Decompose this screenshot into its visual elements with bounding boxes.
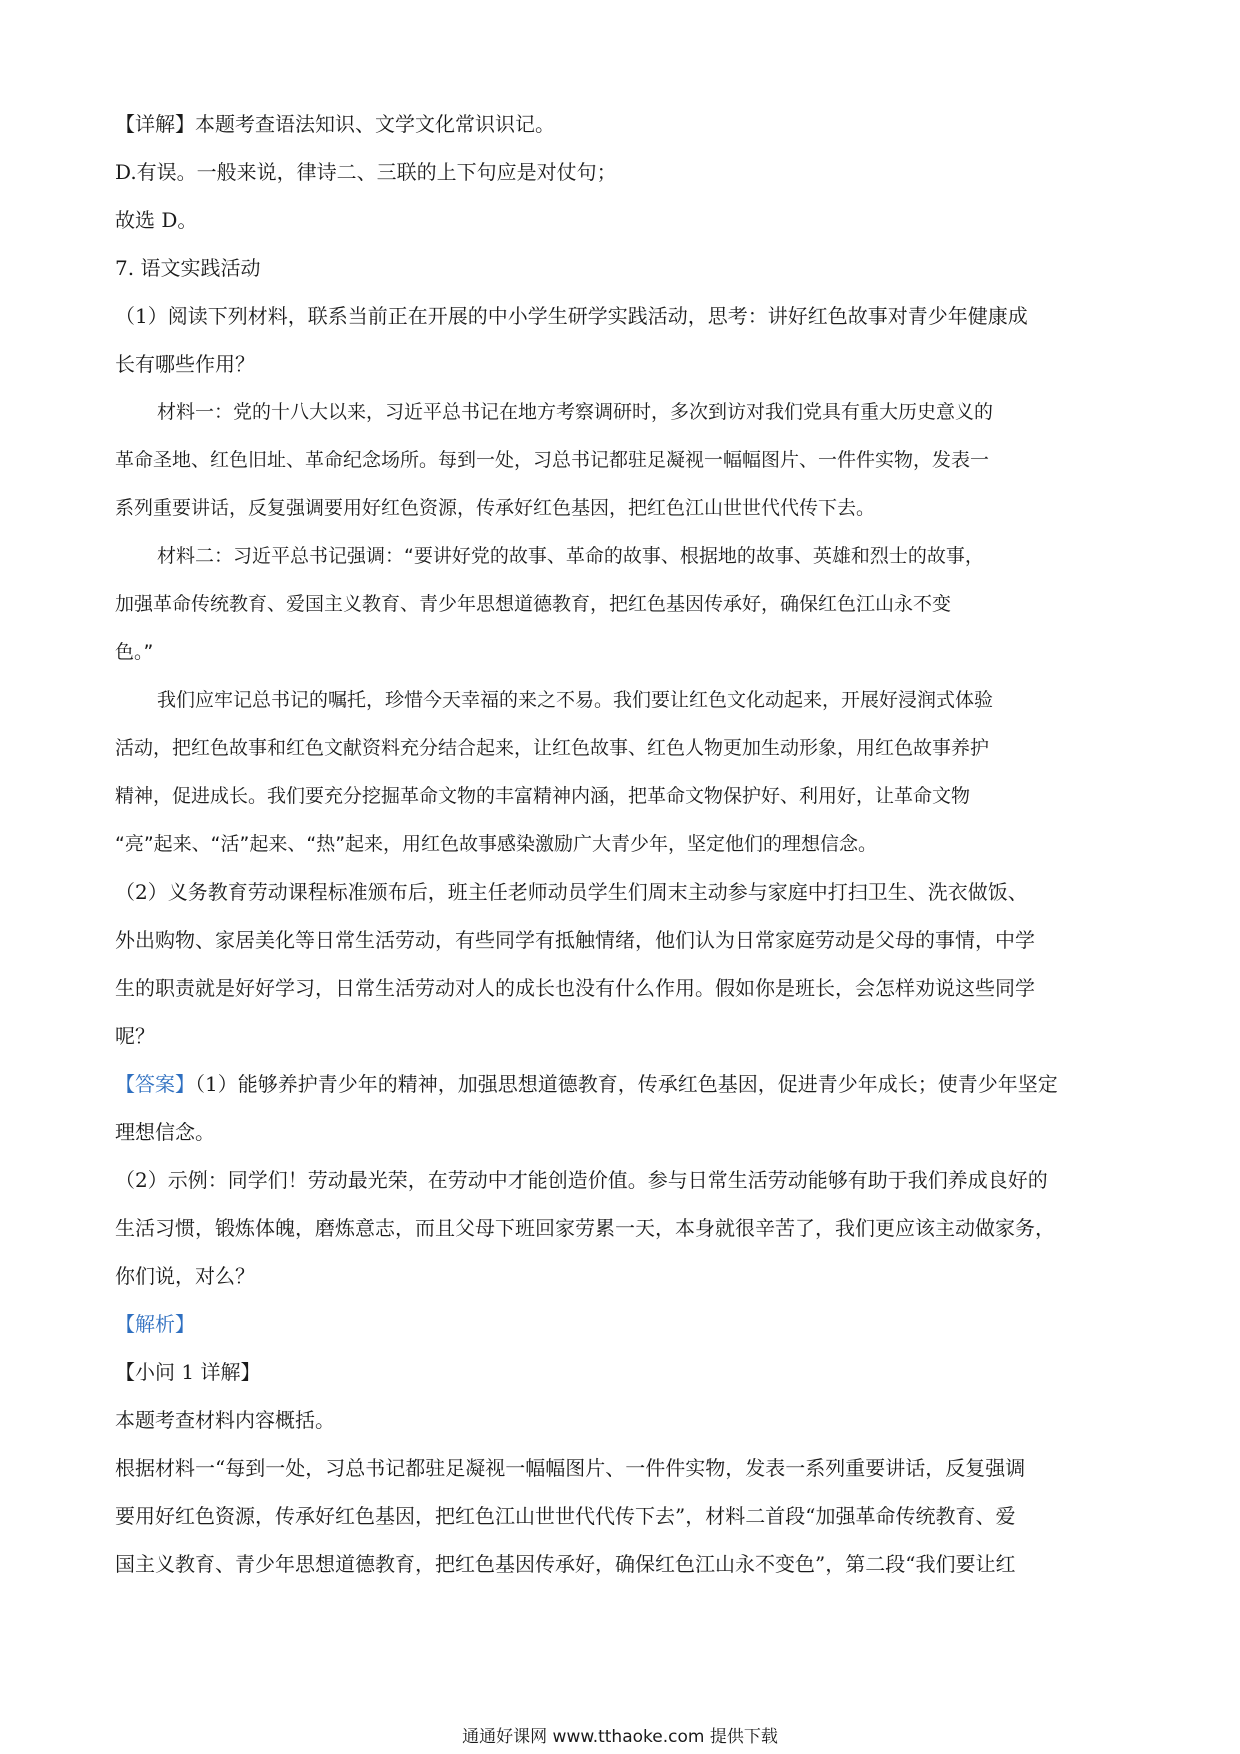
answer-2-cont: 生活习惯，锻炼体魄，磨炼意志，而且父母下班回家劳累一天，本身就很辛苦了，我们更应该主动做家务， [115, 1216, 1055, 1240]
analysis-label: 【解析】 [115, 1312, 195, 1336]
answer-1-text: （1）能够养护青少年的精神，加强思想道德教育，传承红色基因，促进青少年成长；使青少年坚定 [195, 1072, 1058, 1096]
analysis-basis: 根据材料一“每到一处，习总书记都驻足凝视一幅幅图片、一件件实物，发表一系列重要讲话，反复强调 [115, 1456, 1026, 1480]
sub-question-2-cont: 呢？ [115, 1024, 155, 1048]
material-one: 材料一：党的十八大以来，习近平总书记在地方考察调研时，多次到访对我们党具有重大历史意义的 [157, 401, 994, 423]
sub-question-1-cont: 长有哪些作用？ [115, 352, 255, 376]
answer-line-1 [115, 1060, 1130, 1108]
sub-question-2-cont: 外出购物、家居美化等日常生活劳动，有些同学有抵触情绪，他们认为日常家庭劳动是父母的事情，中学 [115, 928, 1035, 952]
sub-question-1: （1）阅读下列材料，联系当前正在开展的中小学生研学实践活动，思考：讲好红色故事对青少年健康成 [115, 304, 1028, 328]
analysis-basis-cont: 要用好红色资源，传承好红色基因，把红色江山世世代代传下去”，材料二首段“加强革命传统教育、爱 [115, 1504, 1016, 1528]
page-content [115, 100, 1130, 1588]
material-two: 材料二：习近平总书记强调：“要讲好党的故事、革命的故事、根据地的故事、英雄和烈士的故事， [157, 545, 984, 567]
page-footer: 通通好课网 www.tthaoke.com 提供下载 [462, 1727, 778, 1747]
sub-question-2-cont: 生的职责就是好好学习，日常生活劳动对人的成长也没有什么作用。假如你是班长，会怎样劝说这些同学 [115, 976, 1035, 1000]
choice-conclusion: 故选 D。 [115, 208, 198, 232]
material-two-cont: 色。” [115, 641, 154, 663]
answer-2: （2）示例：同学们！劳动最光荣，在劳动中才能创造价值。参与日常生活劳动能够有助于我们养成良好的 [115, 1168, 1048, 1192]
answer-1-cont: 理想信念。 [115, 1120, 215, 1144]
analysis-summary: 本题考查材料内容概括。 [115, 1408, 335, 1432]
material-one-cont: 系列重要讲话，反复强调要用好红色资源，传承好红色基因，把红色江山世世代代传下去。 [115, 497, 876, 519]
analysis-basis-cont: 国主义教育、青少年思想道德教育，把红色基因传承好，确保红色江山永不变色”，第二段“我们要让红 [115, 1552, 1016, 1576]
sub-question-2: （2）义务教育劳动课程标准颁布后，班主任老师动员学生们周末主动参与家庭中打扫卫生、洗衣做饭、 [115, 880, 1028, 904]
option-d-note: D.有误。一般来说，律诗二、三联的上下句应是对仗句； [115, 160, 617, 184]
answer-label: 【答案】 [115, 1072, 195, 1096]
material-paragraph: 我们应牢记总书记的嘱托，珍惜今天幸福的来之不易。我们要让红色文化动起来，开展好浸润式体验 [157, 689, 994, 711]
material-paragraph-cont: “亮”起来、“活”起来、“热”起来，用红色故事感染激励广大青少年，坚定他们的理想信念。 [115, 833, 878, 855]
material-one-cont: 革命圣地、红色旧址、革命纪念场所。每到一处，习总书记都驻足凝视一幅幅图片、一件件实物，发表一 [115, 449, 990, 471]
question-7-title: 7. 语文实践活动 [115, 256, 261, 280]
material-two-cont: 加强革命传统教育、爱国主义教育、青少年思想道德教育，把红色基因传承好，确保红色江山永不变 [115, 593, 952, 615]
sub-question-1-detail-title: 【小问 1 详解】 [115, 1360, 261, 1384]
detail-heading: 【详解】本题考查语法知识、文学文化常识识记。 [115, 112, 555, 136]
material-paragraph-cont: 活动，把红色故事和红色文献资料充分结合起来，让红色故事、红色人物更加生动形象，用红色故事养护 [115, 737, 990, 759]
material-paragraph-cont: 精神，促进成长。我们要充分挖掘革命文物的丰富精神内涵，把革命文物保护好、利用好，让革命文物 [115, 785, 971, 807]
answer-2-cont: 你们说，对么？ [115, 1264, 255, 1288]
